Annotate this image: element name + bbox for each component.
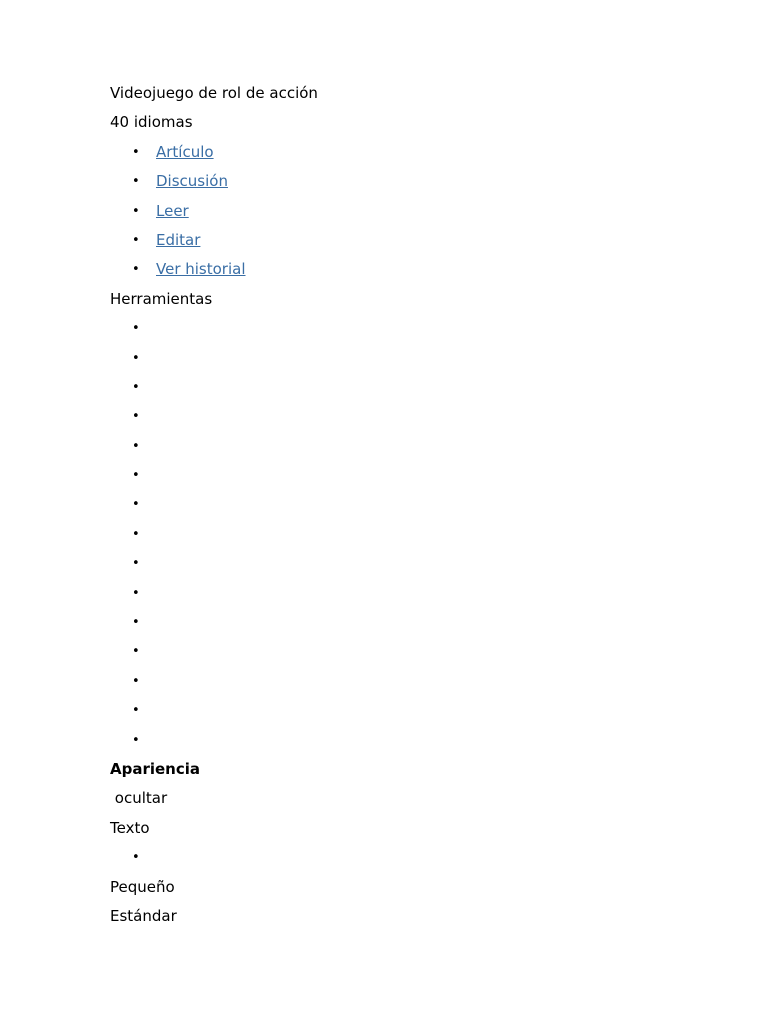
- text-size-small-option[interactable]: Pequeño: [110, 877, 175, 896]
- languages-button[interactable]: 40 idiomas: [110, 113, 193, 132]
- bullet: •: [132, 144, 140, 160]
- bullet: •: [132, 644, 140, 660]
- text-size-list: [110, 846, 710, 875]
- tools-list-item: [110, 640, 710, 669]
- hide-button[interactable]: ocultar: [110, 789, 168, 808]
- bullet: •: [132, 321, 140, 337]
- tools-list-item: [110, 729, 710, 758]
- tools-list-item: [110, 347, 710, 376]
- bullet: •: [132, 732, 140, 748]
- tab-discusion[interactable]: Discusión: [156, 172, 228, 191]
- bullet: •: [132, 850, 140, 866]
- bullet: •: [132, 526, 140, 542]
- bullet: •: [132, 232, 140, 248]
- tools-list-item: [110, 611, 710, 640]
- bullet: •: [132, 174, 140, 190]
- page-content: [110, 82, 710, 934]
- text-size-standard-option[interactable]: Estándar: [110, 906, 177, 925]
- bullet: •: [132, 262, 140, 278]
- tools-list-item: [110, 405, 710, 434]
- list-item: [110, 846, 710, 875]
- bullet: •: [132, 350, 140, 366]
- tools-list: [110, 317, 710, 758]
- tools-list-item: [110, 464, 710, 493]
- bullet: •: [132, 438, 140, 454]
- page-title: Videojuego de rol de acción: [110, 84, 318, 102]
- bullet: •: [132, 409, 140, 425]
- tools-list-item: [110, 552, 710, 581]
- bullet: •: [132, 703, 140, 719]
- tools-list-item: [110, 317, 710, 346]
- nav-item: [110, 258, 710, 287]
- bullet: •: [132, 497, 140, 513]
- bullet: •: [132, 615, 140, 631]
- nav-item: [110, 229, 710, 258]
- tab-articulo[interactable]: Artículo: [156, 142, 214, 161]
- tools-list-item: [110, 493, 710, 522]
- nav-links-list: [110, 141, 710, 288]
- tools-list-item: [110, 582, 710, 611]
- tools-list-item: [110, 523, 710, 552]
- bullet: •: [132, 468, 140, 484]
- tools-list-item: [110, 376, 710, 405]
- tab-editar[interactable]: Editar: [156, 230, 201, 249]
- appearance-heading: Apariencia: [110, 759, 201, 778]
- bullet: •: [132, 379, 140, 395]
- bullet: •: [132, 556, 140, 572]
- tab-leer[interactable]: Leer: [156, 201, 189, 220]
- tools-list-item: [110, 435, 710, 464]
- tab-ver-historial[interactable]: Ver historial: [156, 260, 246, 279]
- bullet: •: [132, 203, 140, 219]
- tools-list-item: [110, 670, 710, 699]
- text-size-label: Texto: [110, 818, 150, 837]
- tools-list-item: [110, 699, 710, 728]
- bullet: •: [132, 673, 140, 689]
- nav-item: [110, 141, 710, 170]
- bullet: •: [132, 585, 140, 601]
- nav-item: [110, 170, 710, 199]
- nav-item: [110, 200, 710, 229]
- tools-heading[interactable]: Herramientas: [110, 289, 213, 308]
